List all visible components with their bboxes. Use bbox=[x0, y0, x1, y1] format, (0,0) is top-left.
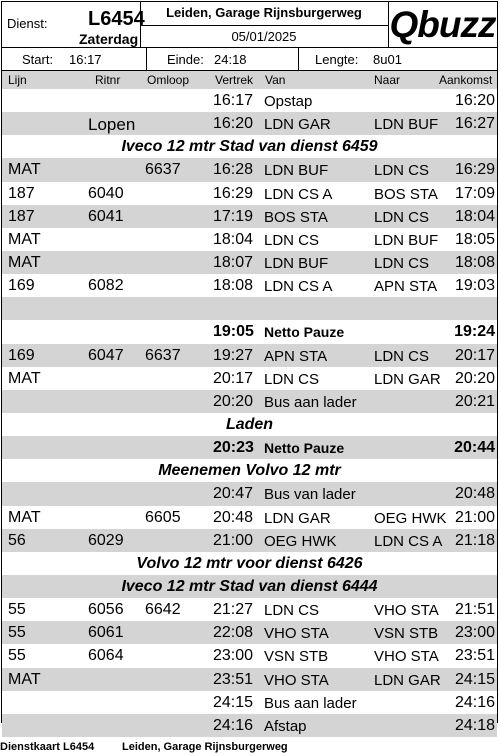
cell-van: LDN CS A bbox=[264, 278, 333, 296]
cell-aankomst: 20:44 bbox=[454, 439, 495, 457]
trip-row bbox=[2, 529, 497, 552]
cell-naar: LDN CS A bbox=[374, 532, 443, 550]
cell-naar: LDN GAR bbox=[374, 671, 441, 689]
trip-row bbox=[2, 297, 497, 320]
cell-ritnr: 6041 bbox=[88, 207, 124, 225]
cell-lijn: 55 bbox=[8, 624, 26, 642]
cell-ritnr: 6040 bbox=[88, 184, 124, 202]
cell-van: LDN CS A bbox=[264, 185, 333, 203]
section-heading bbox=[2, 552, 497, 575]
dienstkaart-sheet bbox=[1, 1, 498, 735]
logo-cell bbox=[388, 2, 497, 47]
section-heading bbox=[2, 135, 497, 158]
cell-lijn: MAT bbox=[8, 230, 41, 248]
cell-aankomst: 16:27 bbox=[454, 115, 495, 133]
col-naar: Naar bbox=[374, 73, 401, 87]
col-aankomst: Aankomst bbox=[439, 73, 493, 87]
cell-aankomst: 24:15 bbox=[454, 670, 495, 688]
dienst-number: L6454 bbox=[88, 8, 145, 30]
cell-van: Bus van lader bbox=[264, 486, 356, 504]
section-heading-text: Meenemen Volvo 12 mtr bbox=[158, 462, 341, 480]
dienst-cell bbox=[2, 2, 145, 47]
cell-van: Netto Pauze bbox=[264, 440, 345, 457]
cell-aankomst: 18:05 bbox=[454, 230, 495, 248]
section-heading-text: Iveco 12 mtr Stad van dienst 6444 bbox=[121, 577, 378, 595]
cell-aankomst: 18:04 bbox=[454, 207, 495, 225]
cell-vertrek: 17:19 bbox=[213, 207, 254, 225]
cell-lijn: 55 bbox=[8, 601, 26, 619]
trip-row bbox=[2, 691, 497, 714]
cell-aankomst: 20:17 bbox=[454, 346, 495, 364]
cell-aankomst: 24:16 bbox=[454, 693, 495, 711]
cell-van: Bus aan lader bbox=[264, 694, 357, 712]
cell-vertrek: 16:20 bbox=[213, 115, 254, 133]
cell-van: Netto Pauze bbox=[264, 324, 345, 341]
cell-aankomst: 16:20 bbox=[454, 92, 495, 109]
cell-omloop: 6637 bbox=[145, 346, 181, 364]
cell-van: VHO STA bbox=[264, 671, 329, 689]
trip-row bbox=[2, 274, 497, 297]
garage-name: Leiden, Garage Rijnsburgerweg bbox=[140, 2, 388, 26]
col-lijn: Lijn bbox=[8, 73, 27, 87]
cell-vertrek: 16:17 bbox=[213, 92, 254, 109]
cell-naar: VHO STA bbox=[374, 602, 439, 620]
trip-row bbox=[2, 182, 497, 205]
footer-label: Dienstkaart bbox=[0, 741, 60, 753]
cell-lijn: MAT bbox=[8, 508, 41, 526]
cell-van: VHO STA bbox=[264, 625, 329, 643]
cell-lijn: 187 bbox=[8, 207, 35, 225]
lengte-label: Lengte: bbox=[315, 52, 359, 67]
cell-lijn: 55 bbox=[8, 647, 26, 665]
cell-naar: LDN CS bbox=[374, 208, 430, 226]
cell-vertrek: 18:04 bbox=[213, 230, 254, 248]
cell-vertrek: 18:07 bbox=[213, 253, 254, 271]
times-bar bbox=[2, 48, 497, 71]
cell-van: LDN GAR bbox=[264, 509, 331, 527]
sheet-header bbox=[2, 2, 497, 48]
cell-vertrek: 21:00 bbox=[213, 531, 254, 549]
start-time: 16:17 bbox=[69, 52, 102, 67]
cell-vertrek: 20:23 bbox=[213, 439, 254, 457]
cell-vertrek: 16:29 bbox=[213, 184, 254, 202]
section-heading bbox=[2, 413, 497, 436]
trip-row bbox=[2, 506, 497, 529]
trip-row bbox=[2, 228, 497, 251]
cell-naar: LDN CS bbox=[374, 347, 430, 365]
cell-vertrek: 24:16 bbox=[213, 716, 254, 734]
cell-lijn: MAT bbox=[8, 369, 41, 387]
cell-aankomst: 17:09 bbox=[454, 184, 495, 202]
col-ritnr: Ritnr bbox=[95, 73, 121, 87]
section-heading bbox=[2, 575, 497, 598]
cell-ritnr: 6047 bbox=[88, 346, 124, 364]
cell-naar: BOS STA bbox=[374, 185, 438, 203]
cell-omloop: 6642 bbox=[145, 601, 181, 619]
service-date: 05/01/2025 bbox=[231, 29, 297, 44]
cell-ritnr: 6056 bbox=[88, 601, 124, 619]
start-label: Start: bbox=[22, 52, 54, 67]
divider bbox=[298, 48, 299, 70]
trip-row bbox=[2, 390, 497, 413]
cell-vertrek: 20:47 bbox=[213, 485, 254, 503]
cell-aankomst: 24:18 bbox=[454, 716, 495, 734]
trip-list bbox=[2, 89, 497, 737]
trip-row bbox=[2, 112, 497, 135]
cell-naar: LDN CS bbox=[374, 162, 430, 180]
cell-naar: LDN BUF bbox=[374, 231, 439, 249]
cell-naar: VSN STB bbox=[374, 625, 439, 643]
cell-lijn: MAT bbox=[8, 161, 41, 179]
cell-van: Afstap bbox=[264, 717, 307, 735]
trip-row bbox=[2, 89, 497, 112]
cell-lijn: 169 bbox=[8, 277, 35, 295]
cell-vertrek: 18:08 bbox=[213, 277, 254, 295]
cell-van: VSN STB bbox=[264, 648, 329, 666]
section-heading-text: Volvo 12 mtr voor dienst 6426 bbox=[136, 554, 363, 572]
cell-vertrek: 19:27 bbox=[213, 346, 254, 364]
cell-naar: APN STA bbox=[374, 278, 438, 296]
lengte-value: 8u01 bbox=[373, 52, 402, 67]
trip-row bbox=[2, 598, 497, 621]
cell-vertrek: 19:05 bbox=[213, 323, 254, 341]
cell-aankomst: 23:00 bbox=[454, 624, 495, 642]
cell-vertrek: 21:27 bbox=[213, 601, 254, 619]
section-heading-text: Laden bbox=[225, 415, 274, 433]
cell-aankomst: 19:03 bbox=[454, 277, 495, 295]
dienst-label: Dienst: bbox=[7, 16, 48, 31]
cell-aankomst: 21:18 bbox=[454, 531, 495, 549]
cell-ritnr: 6061 bbox=[88, 624, 124, 642]
cell-omloop: 6637 bbox=[145, 161, 181, 179]
cell-ritnr: 6082 bbox=[88, 277, 124, 295]
garage-date-cell bbox=[140, 2, 389, 47]
cell-lijn: 169 bbox=[8, 346, 35, 364]
cell-aankomst: 21:51 bbox=[454, 601, 495, 619]
trip-row bbox=[2, 714, 497, 737]
einde-label: Einde: bbox=[167, 52, 204, 67]
cell-aankomst: 20:48 bbox=[454, 485, 495, 503]
cell-van: APN STA bbox=[264, 347, 328, 365]
cell-ritnr: Lopen bbox=[88, 115, 136, 135]
trip-row bbox=[2, 644, 497, 667]
section-heading-text: Iveco 12 mtr Stad van dienst 6459 bbox=[121, 138, 378, 156]
footer-garage: Leiden, Garage Rijnsburgerweg bbox=[122, 741, 288, 753]
trip-row bbox=[2, 158, 497, 181]
cell-vertrek: 20:17 bbox=[213, 369, 254, 387]
einde-time: 24:18 bbox=[214, 52, 247, 67]
cell-lijn: 187 bbox=[8, 184, 35, 202]
cell-aankomst: 19:24 bbox=[454, 323, 495, 341]
trip-row bbox=[2, 436, 497, 459]
cell-vertrek: 23:00 bbox=[213, 647, 254, 665]
cell-ritnr: 6029 bbox=[88, 531, 124, 549]
cell-naar: LDN BUF bbox=[374, 116, 439, 134]
cell-omloop: 6605 bbox=[145, 508, 181, 526]
cell-van: LDN BUF bbox=[264, 162, 329, 180]
cell-van: LDN GAR bbox=[264, 116, 331, 134]
cell-van: BOS STA bbox=[264, 208, 328, 226]
section-heading bbox=[2, 459, 497, 482]
column-header bbox=[2, 71, 497, 89]
cell-ritnr: 6064 bbox=[88, 647, 124, 665]
cell-lijn: MAT bbox=[8, 253, 41, 271]
trip-row bbox=[2, 205, 497, 228]
cell-aankomst: 21:00 bbox=[454, 508, 495, 526]
trip-row bbox=[2, 621, 497, 644]
cell-van: Bus aan lader bbox=[264, 393, 357, 411]
dienst-day: Zaterdag bbox=[79, 31, 139, 47]
cell-naar: LDN GAR bbox=[374, 370, 441, 388]
cell-naar: OEG HWK bbox=[374, 509, 447, 527]
cell-vertrek: 20:48 bbox=[213, 508, 254, 526]
cell-van: LDN CS bbox=[264, 231, 320, 249]
cell-aankomst: 23:51 bbox=[454, 647, 495, 665]
cell-van: LDN BUF bbox=[264, 254, 329, 272]
cell-van: Opstap bbox=[264, 93, 313, 110]
cell-van: LDN CS bbox=[264, 370, 320, 388]
trip-row bbox=[2, 367, 497, 390]
cell-naar: VHO STA bbox=[374, 648, 439, 666]
cell-lijn: 56 bbox=[8, 531, 26, 549]
trip-row bbox=[2, 320, 497, 343]
cell-vertrek: 24:15 bbox=[213, 693, 254, 711]
cell-aankomst: 18:08 bbox=[454, 253, 495, 271]
trip-row bbox=[2, 344, 497, 367]
divider bbox=[146, 48, 147, 70]
cell-vertrek: 16:28 bbox=[213, 161, 254, 179]
trip-row bbox=[2, 668, 497, 691]
qbuzz-logo: Qbuzz bbox=[389, 4, 496, 45]
col-vertrek: Vertrek bbox=[215, 73, 254, 87]
cell-vertrek: 23:51 bbox=[213, 670, 254, 688]
cell-vertrek: 20:20 bbox=[213, 392, 254, 410]
col-van: Van bbox=[265, 73, 286, 87]
cell-lijn: MAT bbox=[8, 670, 41, 688]
cell-aankomst: 20:20 bbox=[454, 369, 495, 387]
cell-aankomst: 16:29 bbox=[454, 161, 495, 179]
footer-dienst-number: L6454 bbox=[63, 741, 95, 753]
cell-van: OEG HWK bbox=[264, 532, 337, 550]
col-omloop: Omloop bbox=[147, 73, 190, 87]
trip-row bbox=[2, 482, 497, 505]
cell-naar: LDN CS bbox=[374, 254, 430, 272]
cell-van: LDN CS bbox=[264, 602, 320, 620]
cell-vertrek: 22:08 bbox=[213, 624, 254, 642]
cell-aankomst: 20:21 bbox=[454, 392, 495, 410]
trip-row bbox=[2, 251, 497, 274]
